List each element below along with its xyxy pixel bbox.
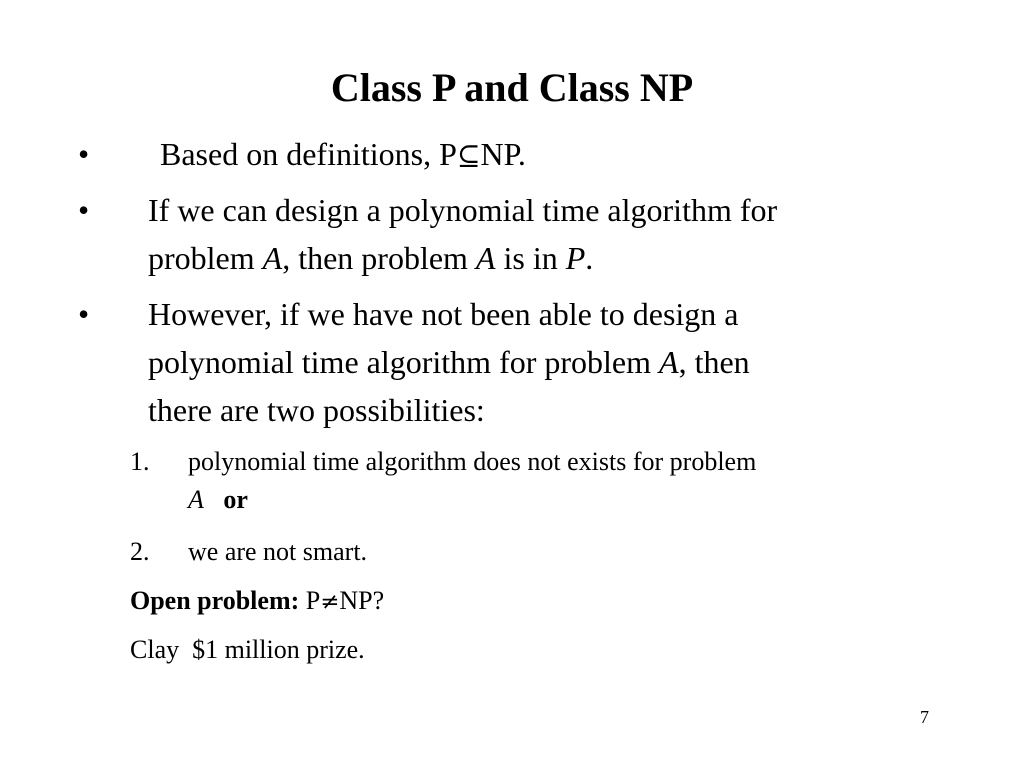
- text-run: NP?: [339, 586, 385, 615]
- text-line: However, if we have not been able to design a: [148, 296, 739, 332]
- subset-symbol: ⊆: [456, 139, 481, 172]
- not-equal-symbol: ≠: [320, 589, 340, 615]
- text-run: is in: [495, 240, 566, 276]
- bullet-text: [148, 186, 948, 282]
- bullet-glyph: •: [78, 136, 90, 172]
- text-line: If we can design a polynomial time algorithm for: [148, 192, 778, 228]
- bullet-text: [160, 130, 960, 180]
- bullet-text: [148, 290, 948, 434]
- text-line: [148, 338, 948, 386]
- variable-a: A: [188, 485, 204, 514]
- text-run: , then: [678, 344, 750, 380]
- variable-a: A: [262, 240, 283, 276]
- text-run: NP.: [480, 136, 526, 172]
- open-problem-line: [130, 582, 384, 621]
- text-run: polynomial time algorithm for problem: [148, 344, 660, 380]
- bullet-glyph: •: [78, 192, 90, 228]
- bullet-glyph: •: [78, 296, 90, 332]
- variable-p: P: [565, 240, 586, 276]
- or-keyword: or: [223, 485, 248, 514]
- slide-title: Class P and Class NP: [330, 65, 694, 110]
- text-line: [188, 481, 968, 519]
- open-problem-label: Open problem:: [130, 586, 300, 615]
- text-run: problem: [148, 240, 263, 276]
- text-line: [148, 234, 948, 282]
- variable-a: A: [659, 344, 679, 380]
- prize-line: Clay $1 million prize.: [130, 635, 365, 664]
- text-run: .: [585, 240, 594, 276]
- possibility-text: we are not smart.: [188, 537, 368, 566]
- variable-a: A: [475, 240, 496, 276]
- page-number: 7: [920, 707, 929, 727]
- list-number: 1.: [130, 447, 150, 476]
- possibility-text: [188, 443, 968, 519]
- text-run: P: [299, 586, 321, 615]
- list-number: 2.: [130, 537, 150, 566]
- text-run: Based on definitions, P: [160, 136, 457, 172]
- text-run: , then problem: [282, 240, 476, 276]
- text-line: polynomial time algorithm does not exists for problem: [188, 447, 757, 476]
- text-line: there are two possibilities:: [148, 392, 485, 428]
